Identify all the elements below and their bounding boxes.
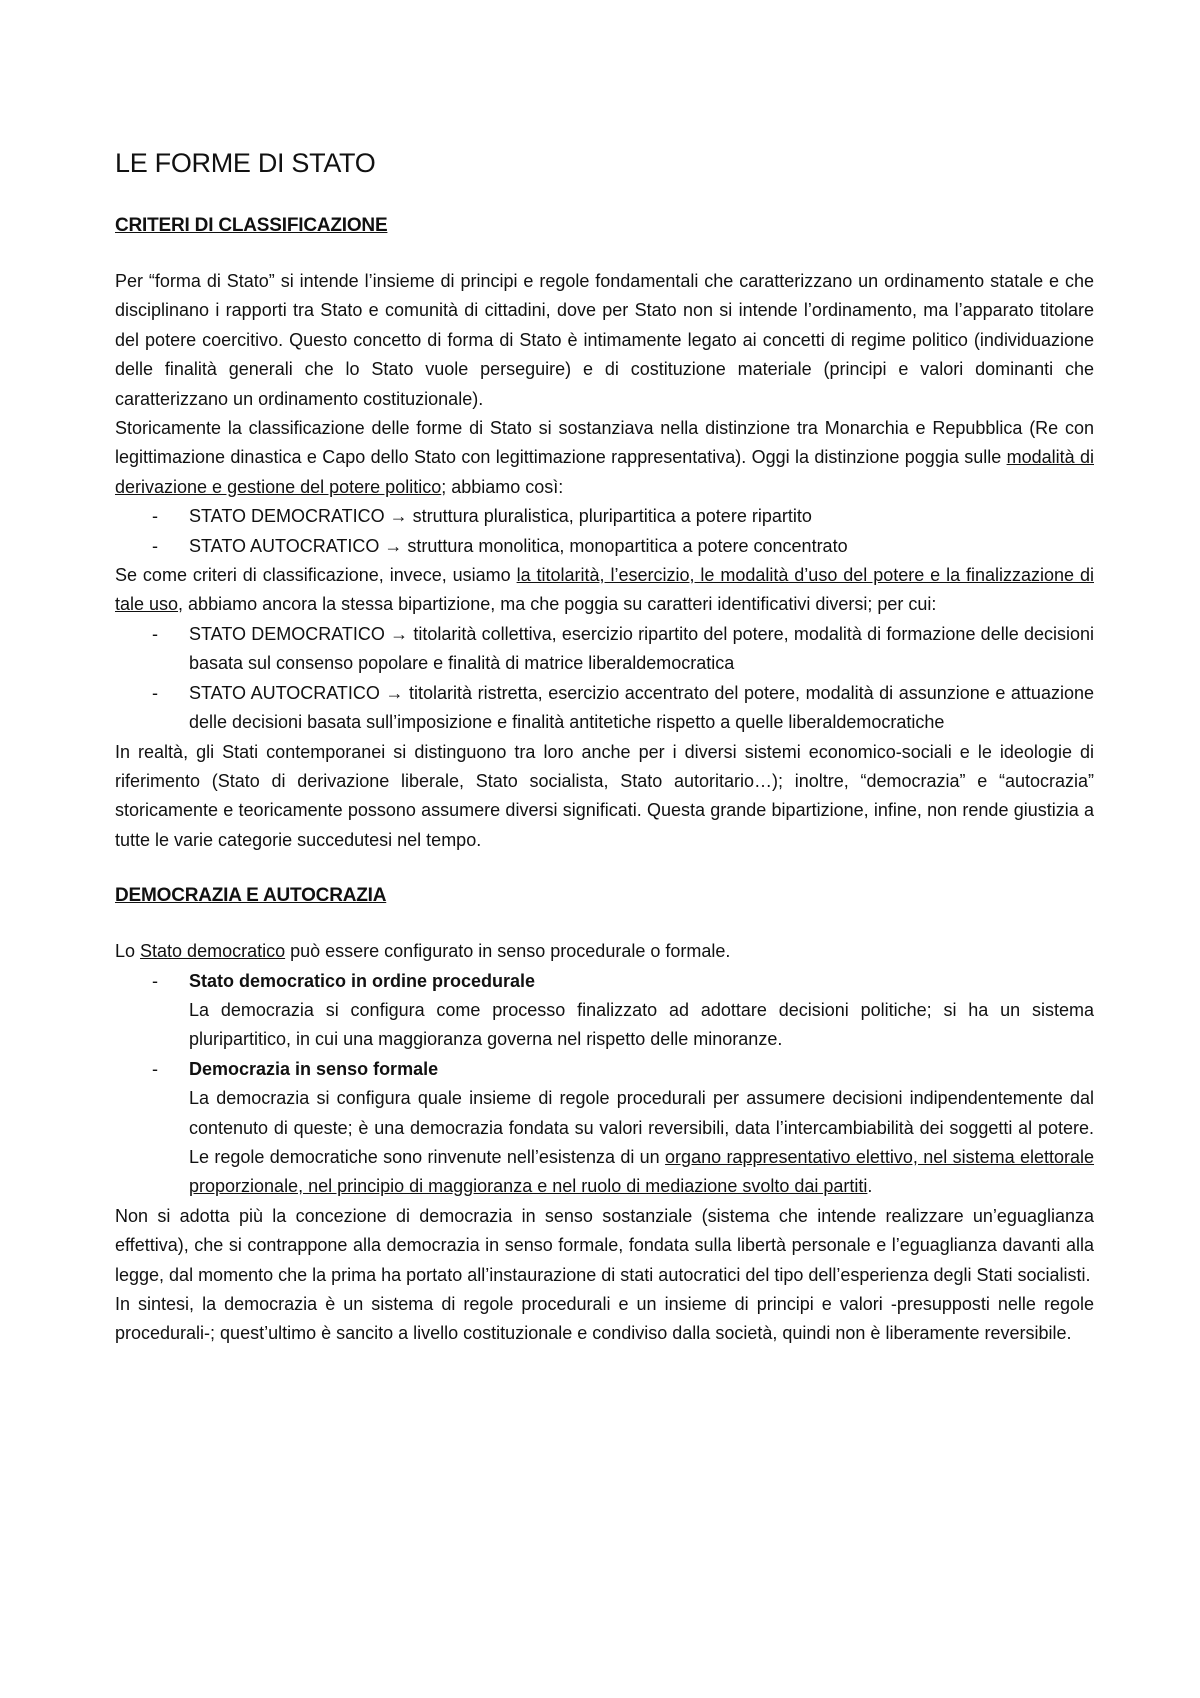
list-dash: - [152,623,158,644]
page-title: LE FORME DI STATO [115,148,376,178]
list-item [115,502,1094,531]
paragraph-intro-tail: può essere configurato in senso procedurale o formale. [285,941,731,962]
underlined-phrase: Stato democratico [140,941,286,962]
underlined-phrase: organo rappresentativo elettivo, nel sistema elettorale proporzionale, nel principio di maggioranza e nel ruolo di mediazione svolto dai partiti [189,1146,1095,1197]
list-dash: - [152,506,158,527]
paragraph-contemporary: In realtà, gli Stati contemporanei si distinguono tra loro anche per i diversi sistemi economico-sociali e le ideologie di riferimento (Stato di derivazione liberale, Stato socialista, Stato autoritario…); inoltre, “democrazia” e “autocrazia” storicamente e teoricamente possono assumere diversi significati. Questa grande bipartizione, infine, non rende giustizia a tutte le varie categorie succedutesi nel tempo. [115,741,1094,850]
list-item-title: Democrazia in senso formale [189,1058,439,1079]
paragraph-criteria-text: Se come criteri di classificazione, invece, usiamo [115,565,517,586]
list-dash: - [152,1058,158,1079]
list-item-text: STATO DEMOCRATICO → titolarità collettiva, esercizio ripartito del potere, modalità di formazione delle decisioni basata sul consenso popolare e finalità di matrice liberaldemocratica [189,623,1094,674]
list-item-text: STATO AUTOCRATICO → titolarità ristretta, esercizio accentrato del potere, modalità di assunzione e attuazione delle decisioni basata sull’imposizione e finalità antitetiche rispetto a quelle liberaldemocratiche [189,682,1094,733]
state-list-1 [115,502,1094,561]
list-item-tail: . [867,1176,873,1197]
list-dash: - [152,682,158,703]
list-item [115,620,1094,679]
paragraph-historical-tail: ; abbiamo così: [441,476,564,497]
paragraph-definition: Per “forma di Stato” si intende l’insieme di principi e regole fondamentali che caratterizzano un ordinamento statale e che disciplinano i rapporti tra Stato e comunità di cittadini, dove per Stato non si intende l’ordinamento, ma l’apparato titolare del potere coercitivo. Questo concetto di forma di Stato è intimamente legato ai concetti di regime politico (individuazione delle finalità generali che lo Stato vuole perseguire) e di costituzione materiale (principi e valori dominanti che caratterizzano un ordinamento costituzionale). [115,271,1094,409]
list-item [115,1055,1094,1202]
paragraph-summary: In sintesi, la democrazia è un sistema di regole procedurali e un insieme di principi e valori -presupposti nelle regole procedurali-; quest’ultimo è sancito a livello costituzionale e condiviso dalla società, quindi non è liberamente reversibile. [115,1294,1094,1344]
list-item-text: STATO DEMOCRATICO → struttura pluralistica, pluripartitica a potere ripartito [189,506,812,527]
section-heading-criteri: CRITERI DI CLASSIFICAZIONE [115,215,388,236]
paragraph-historical-text: Storicamente la classificazione delle forme di Stato si sostanziava nella distinzione tra Monarchia e Repubblica (Re con legittimazione dinastica e Capo dello Stato con legittimazione rappresentativa). Oggi la distinzione poggia sulle [115,418,1094,468]
democracy-types-list [115,967,1094,1202]
list-item-text: La democrazia si configura come processo finalizzato ad adottare decisioni politiche; si ha un sistema pluripartitico, in cui una maggioranza governa nel rispetto delle minoranze. [189,999,1094,1050]
list-item [115,532,1094,561]
paragraph-historical [115,414,1094,502]
paragraph-criteria [115,561,1094,620]
section-spacer [115,855,1094,885]
list-item [115,679,1094,738]
list-item-title: Stato democratico in ordine procedurale [189,970,536,991]
paragraph-substantial: Non si adotta più la concezione di democrazia in senso sostanziale (sistema che intende realizzare un’eguaglianza effettiva), che si contrappone alla democrazia in senso formale, fondata sulla libertà personale e l’eguaglianza davanti alla legge, dal momento che la prima ha portato all’instaurazione di stati autocratici del tipo dell’esperienza degli Stati socialisti. [115,1205,1094,1285]
underlined-phrase: la titolarità, l’esercizio, le modalità d’uso del potere e la finalizzazione di tale uso [115,565,1094,615]
list-dash: - [152,535,158,556]
list-item-text: STATO AUTOCRATICO → struttura monolitica, monopartitica a potere concentrato [189,535,848,556]
paragraph-criteria-tail: , abbiamo ancora la stessa bipartizione, ma che poggia su caratteri identificativi diversi; per cui: [178,594,937,615]
list-item [115,967,1094,1055]
paragraph-intro-text: Lo [115,941,141,962]
paragraph-intro-democratic [115,937,1094,966]
state-list-2 [115,620,1094,738]
section-heading-democrazia: DEMOCRAZIA E AUTOCRAZIA [115,885,387,907]
list-dash: - [152,970,158,991]
list-item-text: La democrazia si configura quale insieme di regole procedurali per assumere decisioni indipendentemente dal contenuto di queste; è una democrazia fondata su valori reversibili, data l’intercambiabilità dei soggetti al potere. Le regole democratiche sono rinvenute nell’esistenza di un [189,1088,1094,1167]
underlined-phrase: modalità di derivazione e gestione del potere politico [115,447,1094,497]
